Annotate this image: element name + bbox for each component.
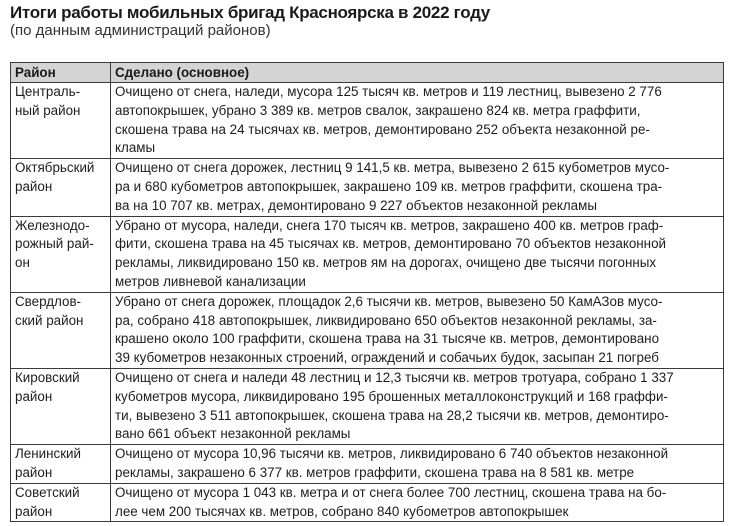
table-row (11, 483, 724, 522)
district-line: район (15, 178, 53, 194)
district-cell (11, 159, 111, 216)
district-line: район (15, 503, 53, 519)
district-line: Октябрьский (15, 160, 95, 176)
district-line: ский район (15, 312, 84, 328)
table-row (11, 159, 724, 216)
done-line: кламы (115, 140, 156, 156)
done-line: рекламы, ликвидировано 150 кв. метров ям на дорогах, очищено две тысячи погонных (115, 255, 657, 271)
done-line: ва на 10 707 кв. метрах, демонтировано 9 227 объектов незаконной рекламы (115, 197, 597, 213)
page-title: Итоги работы мобильных бригад Красноярска в 2022 году (10, 3, 490, 22)
done-line: Убрано от мусора, наледи, снега 170 тысяч кв. метров, закрашено 400 кв. метров граф- (115, 217, 664, 233)
district-line: ный район (15, 102, 81, 118)
district-line: Централь- (15, 84, 81, 99)
done-line: скошена трава на 24 тысячах кв. метров, демонтировано 252 объекта незаконной ре- (115, 121, 650, 137)
table-row (11, 368, 724, 444)
table-row (11, 445, 724, 484)
done-cell (111, 445, 724, 484)
done-line: Очищено от снега и наледи 48 лестниц и 12,3 тысячи кв. метров тротуара, собрано 1 337 (115, 369, 674, 385)
district-line: район (15, 388, 53, 404)
district-line: Советский (15, 484, 80, 500)
done-line: рекламы, закрашено 6 377 кв. метров граффити, скошена трава на 8 581 кв. метре (115, 464, 635, 480)
district-line: Ленинский (15, 446, 82, 462)
done-line: вано 661 объект незаконной рекламы (115, 426, 351, 442)
district-line: рожный рай- (15, 236, 94, 252)
done-line: Убрано от снега дорожек, площадок 2,6 тысячи кв. метров, вывезено 50 КамАЗов мусо- (115, 293, 663, 309)
done-cell (111, 83, 724, 159)
district-line: он (15, 255, 30, 271)
table-row (11, 292, 724, 368)
results-table (10, 62, 724, 522)
district-line: район (15, 464, 53, 480)
done-line: метров ливневой канализации (115, 273, 306, 289)
done-line: автопокрышек, убрано 3 389 кв. метров свалок, закрашено 824 кв. метра граффити, (115, 102, 641, 118)
done-line: Очищено от снега дорожек, лестниц 9 141,5 кв. метра, вывезено 2 615 кубометров мусо- (115, 160, 670, 176)
done-line: Очищено от мусора 10,96 тысячи кв. метров, ликвидировано 6 740 объектов незаконной (115, 446, 669, 462)
district-cell (11, 292, 111, 368)
done-cell (111, 483, 724, 522)
done-line: крашено около 100 граффити, скошена трава на 31 тысяче кв. метров, демонтировано (115, 331, 660, 347)
page-subtitle: (по данным администраций районов) (10, 22, 271, 39)
column-header-district: Район (11, 63, 111, 83)
district-cell (11, 483, 111, 522)
done-line: Очищено от мусора 1 043 кв. метра и от снега более 700 лестниц, скошена трава на бо- (115, 484, 667, 500)
done-line: Очищено от снега, наледи, мусора 125 тысяч кв. метров и 119 лестниц, вывезено 2 776 (115, 84, 662, 99)
district-cell (11, 445, 111, 484)
table-body (11, 83, 724, 522)
district-cell (11, 83, 111, 159)
done-cell (111, 368, 724, 444)
done-line: ра и 680 кубометров автопокрышек, закрашено 109 кв. метров граффити, скошена тра- (115, 178, 663, 194)
table-header-row (11, 63, 724, 83)
table-row (11, 216, 724, 292)
done-line: ти, вывезено 3 511 автопокрышек, скошена трава на 28,2 тысячи кв. метров, демонтиро- (115, 407, 669, 423)
done-line: ра, собрано 418 автопокрышек, ликвидировано 650 объектов незаконной рекламы, за- (115, 312, 657, 328)
done-cell (111, 159, 724, 216)
done-cell (111, 216, 724, 292)
done-line: фити, скошена трава на 45 тысячах кв. метров, демонтировано 70 объектов незаконной (115, 236, 667, 252)
done-line: лее чем 200 тысячах кв. метров, собрано 840 кубометров автопокрышек (115, 503, 569, 519)
district-cell (11, 368, 111, 444)
district-line: Железнодо- (15, 217, 90, 233)
table-row (11, 83, 724, 159)
district-line: Кировский (15, 369, 80, 385)
done-line: 39 кубометров незаконных строений, ограждений и собачьих будок, засыпан 21 погреб (115, 350, 659, 366)
district-cell (11, 216, 111, 292)
district-line: Свердлов- (15, 293, 82, 309)
done-cell (111, 292, 724, 368)
column-header-done: Сделано (основное) (111, 63, 724, 83)
done-line: кубометров мусора, ликвидировано 195 брошенных металлоконструкций и 168 граффи- (115, 388, 668, 404)
